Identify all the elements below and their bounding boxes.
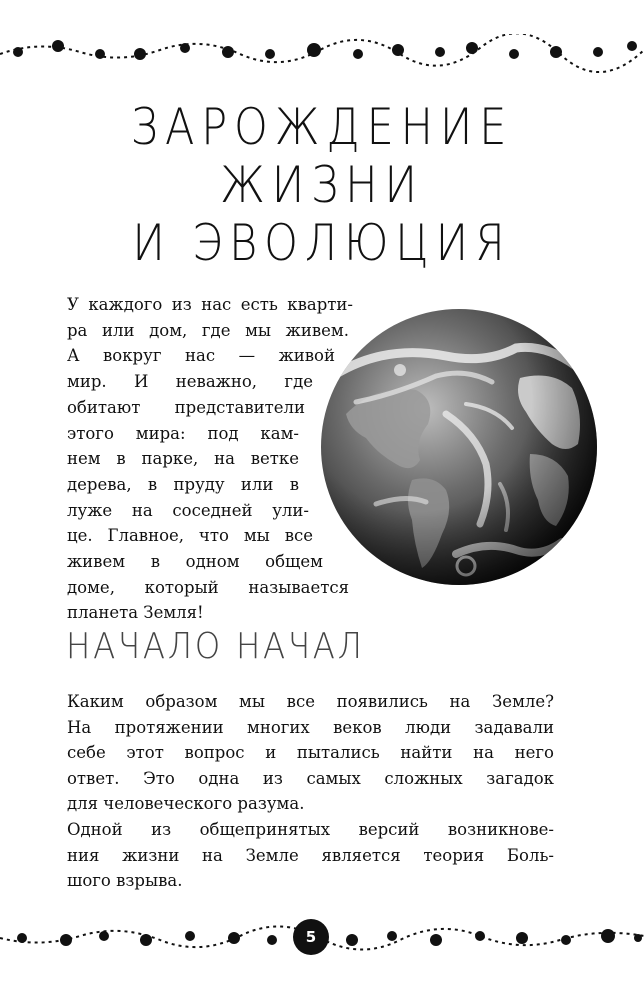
text-line: обитают представители	[67, 397, 305, 417]
text-line: этого мира: под кам-	[67, 423, 299, 443]
text-line: Одной из общепринятых версий возникнове-	[67, 819, 554, 839]
title-line: И ЭВОЛЮЦИЯ	[132, 214, 512, 272]
text-line: дерева, в пруду или в	[67, 474, 299, 494]
text-line: доме, который называется	[67, 577, 349, 597]
earth-globe-icon	[316, 304, 602, 590]
text-line: планета Земля!	[67, 603, 204, 623]
text-line: ния жизни на Земле является теория Боль-	[67, 845, 554, 865]
text-line: луже на соседней ули-	[67, 500, 309, 520]
text-line: живем в одном общем	[67, 552, 323, 572]
title-line: ЗАРОЖДЕНИЕ	[130, 98, 514, 156]
body-paragraph	[67, 689, 554, 894]
text-line: На протяжении многих веков люди задавали	[67, 717, 554, 737]
page-title	[45, 98, 599, 272]
section-heading: НАЧАЛО НАЧАЛ	[66, 626, 365, 667]
text-line: це. Главное, что мы все	[67, 526, 313, 546]
intro-paragraph	[67, 292, 353, 626]
text-line: ра или дом, где мы живем.	[67, 320, 349, 340]
text-line: шого взрыва.	[67, 871, 183, 891]
text-line: ответ. Это одна из самых сложных загадок	[67, 768, 554, 788]
text-line: У каждого из нас есть кварти-	[67, 295, 353, 314]
page-number: 5	[293, 919, 329, 955]
text-line: себе этот вопрос и пытались найти на него	[67, 743, 554, 763]
text-line: мир. И неважно, где	[67, 372, 313, 392]
text-line: А вокруг нас — живой	[67, 346, 335, 366]
title-line: ЖИЗНИ	[220, 156, 424, 214]
text-line: нем в парке, на ветке	[67, 449, 299, 469]
text-line: для человеческого разума.	[67, 794, 305, 814]
text-line: Каким образом мы все появились на Земле?	[67, 692, 554, 711]
bead-string-top-icon	[0, 34, 644, 74]
